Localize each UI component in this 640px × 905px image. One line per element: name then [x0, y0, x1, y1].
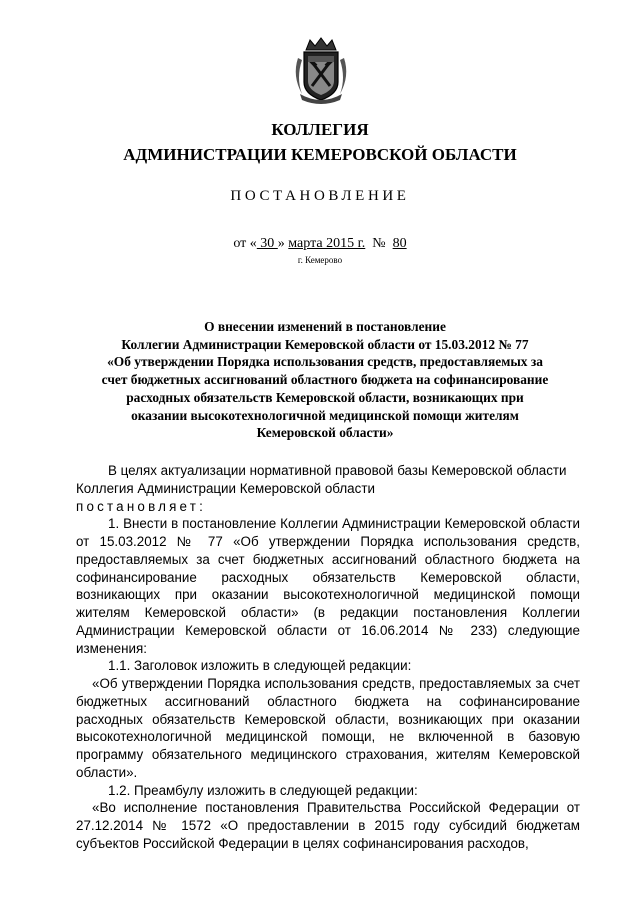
- preamble-line2: Коллегия Администрации Кемеровской области: [76, 480, 375, 496]
- paragraph-1: 1. Внести в постановление Коллегии Администрации Кемеровской области от 15.03.2012 № 77 «Об утверждении Порядка использования средств, предоставляемых за счет бюджетных ассигнований областного бюджета на софинансирование расходных обязательств Кемеровской области, возникающих при оказании высокотехнологичной медицинской помощи жителям Кемеровской области» (в редакции постановления Коллегии Администрации Кемеровской области от 16.06.2014 № 233) следующие изменения:: [76, 516, 580, 656]
- subject-line: оказании высокотехнологичной медицинской помощи жителям: [131, 407, 519, 423]
- date-day: 30: [256, 236, 278, 251]
- org-name-line2: АДМИНИСТРАЦИИ КЕМЕРОВСКОЙ ОБЛАСТИ: [123, 145, 517, 164]
- document-number: 80: [392, 236, 407, 251]
- date-month-year: марта 2015 г.: [288, 236, 366, 251]
- date-line: [0, 236, 640, 252]
- document-body: [76, 462, 580, 853]
- subject-line: расходных обязательств Кемеровской области, возникающих при: [126, 389, 524, 405]
- document-type: ПОСТАНОВЛЕНИЕ: [230, 188, 410, 204]
- paragraph-title-text: «Об утверждении Порядка использования средств, предоставляемых за счет бюджетных ассигнований областного бюджета на софинансирование расходных обязательств Кемеровской области, возникающих при оказании высокотехнологичной медицинской помощи, не включенной в базовую программу обязательного медицинского страхования, жителям Кемеровской области».: [76, 676, 580, 780]
- subject-line: «Об утверждении Порядка использования средств, предоставляемых за: [107, 354, 543, 370]
- paragraph-1-1: 1.1. Заголовок изложить в следующей редакции:: [108, 658, 412, 674]
- subject-line: Коллегии Администрации Кемеровской области от 15.03.2012 № 77: [121, 336, 529, 352]
- subject-line: счет бюджетных ассигнований областного бюджета на софинансирование: [101, 372, 549, 388]
- document-subject: [70, 318, 580, 442]
- number-label: №: [372, 236, 386, 251]
- date-mid: »: [277, 236, 289, 251]
- paragraph-preamble-text: «Во исполнение постановления Правительства Российской Федерации от 27.12.2014 № 1572 «О предоставлении в 2015 году субсидий бюджетам субъектов Российской Федерации в целях софинансирования расходов,: [76, 800, 580, 851]
- org-name-line1: КОЛЛЕГИЯ: [271, 120, 369, 139]
- preamble-line1: В целях актуализации нормативной правовой базы Кемеровской области: [108, 463, 567, 478]
- city-name: г. Кемерово: [297, 255, 343, 265]
- preamble-line3: постановляет:: [76, 498, 206, 514]
- subject-line: Кемеровской области»: [256, 425, 394, 441]
- coat-of-arms-emblem: [290, 36, 352, 104]
- date-prefix: от «: [233, 236, 257, 251]
- paragraph-1-2: 1.2. Преамбулу изложить в следующей редакции:: [108, 782, 418, 798]
- subject-line: О внесении изменений в постановление: [204, 319, 446, 334]
